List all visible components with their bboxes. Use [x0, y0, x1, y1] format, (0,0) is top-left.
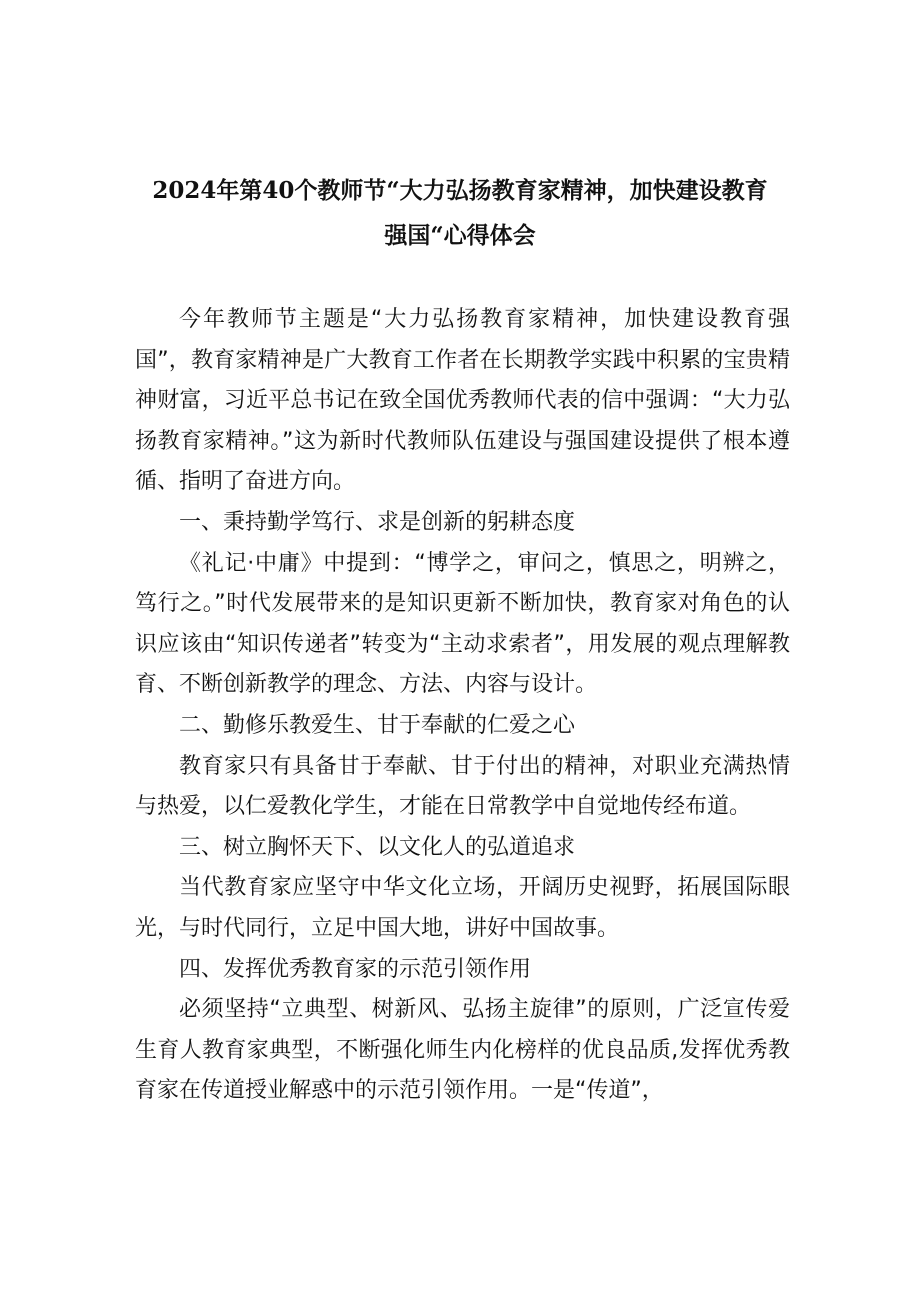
- section-heading-3: 三、树立胸怀天下、以文化人的弘道追求: [179, 834, 576, 860]
- section-heading-4: 四、发挥优秀教育家的示范引领作用: [179, 956, 532, 982]
- document-body: [135, 300, 790, 1112]
- paragraph-section-3: 当代教育家应坚守中华文化立场，开阔历史视野，拓展国际眼光，与时代同行，立足中国大地，讲好中国故事。: [135, 875, 790, 941]
- paragraph-section-2: 教育家只有具备甘于奉献、甘于付出的精神，对职业充满热情与热爱，以仁爱教化学生，才能在日常教学中自觉地传经布道。: [135, 753, 790, 820]
- paragraph-section-1: 《礼记·中庸》中提到：“博学之，审问之，慎思之，明辨之，笃行之。”时代发展带来的是知识更新不断加快，教育家对角色的认识应该由“知识传递者”转变为“主动求索者”，用发展的观点理解教育、不断创新教学的理念、方法、内容与设计。: [135, 550, 790, 698]
- paragraph-intro: 今年教师节主题是“大力弘扬教育家精神，加快建设教育强国”，教育家精神是广大教育工作者在长期教学实践中积累的宝贵精神财富，习近平总书记在致全国优秀教师代表的信中强调：“大力弘扬教育家精神。”这为新时代教师队伍建设与强国建设提供了根本遵循、指明了奋进方向。: [135, 307, 790, 495]
- paragraph-section-4: 必须坚持“立典型、树新风、弘扬主旋律”的原则，广泛宣传爱生育人教育家典型，不断强化师生内化榜样的优良品质,发挥优秀教育家在传道授业解惑中的示范引领作用。一是“传道”，: [135, 997, 791, 1104]
- document-title: [135, 168, 785, 258]
- section-heading-1: 一、秉持勤学笃行、求是创新的躬耕态度: [179, 509, 576, 535]
- title-line-2: 强国“心得体会: [384, 222, 536, 249]
- section-heading-2: 二、勤修乐教爱生、甘于奉献的仁爱之心: [179, 712, 576, 738]
- title-line-1: 2024年第40个教师节“大力弘扬教育家精神，加快建设教育: [152, 177, 768, 204]
